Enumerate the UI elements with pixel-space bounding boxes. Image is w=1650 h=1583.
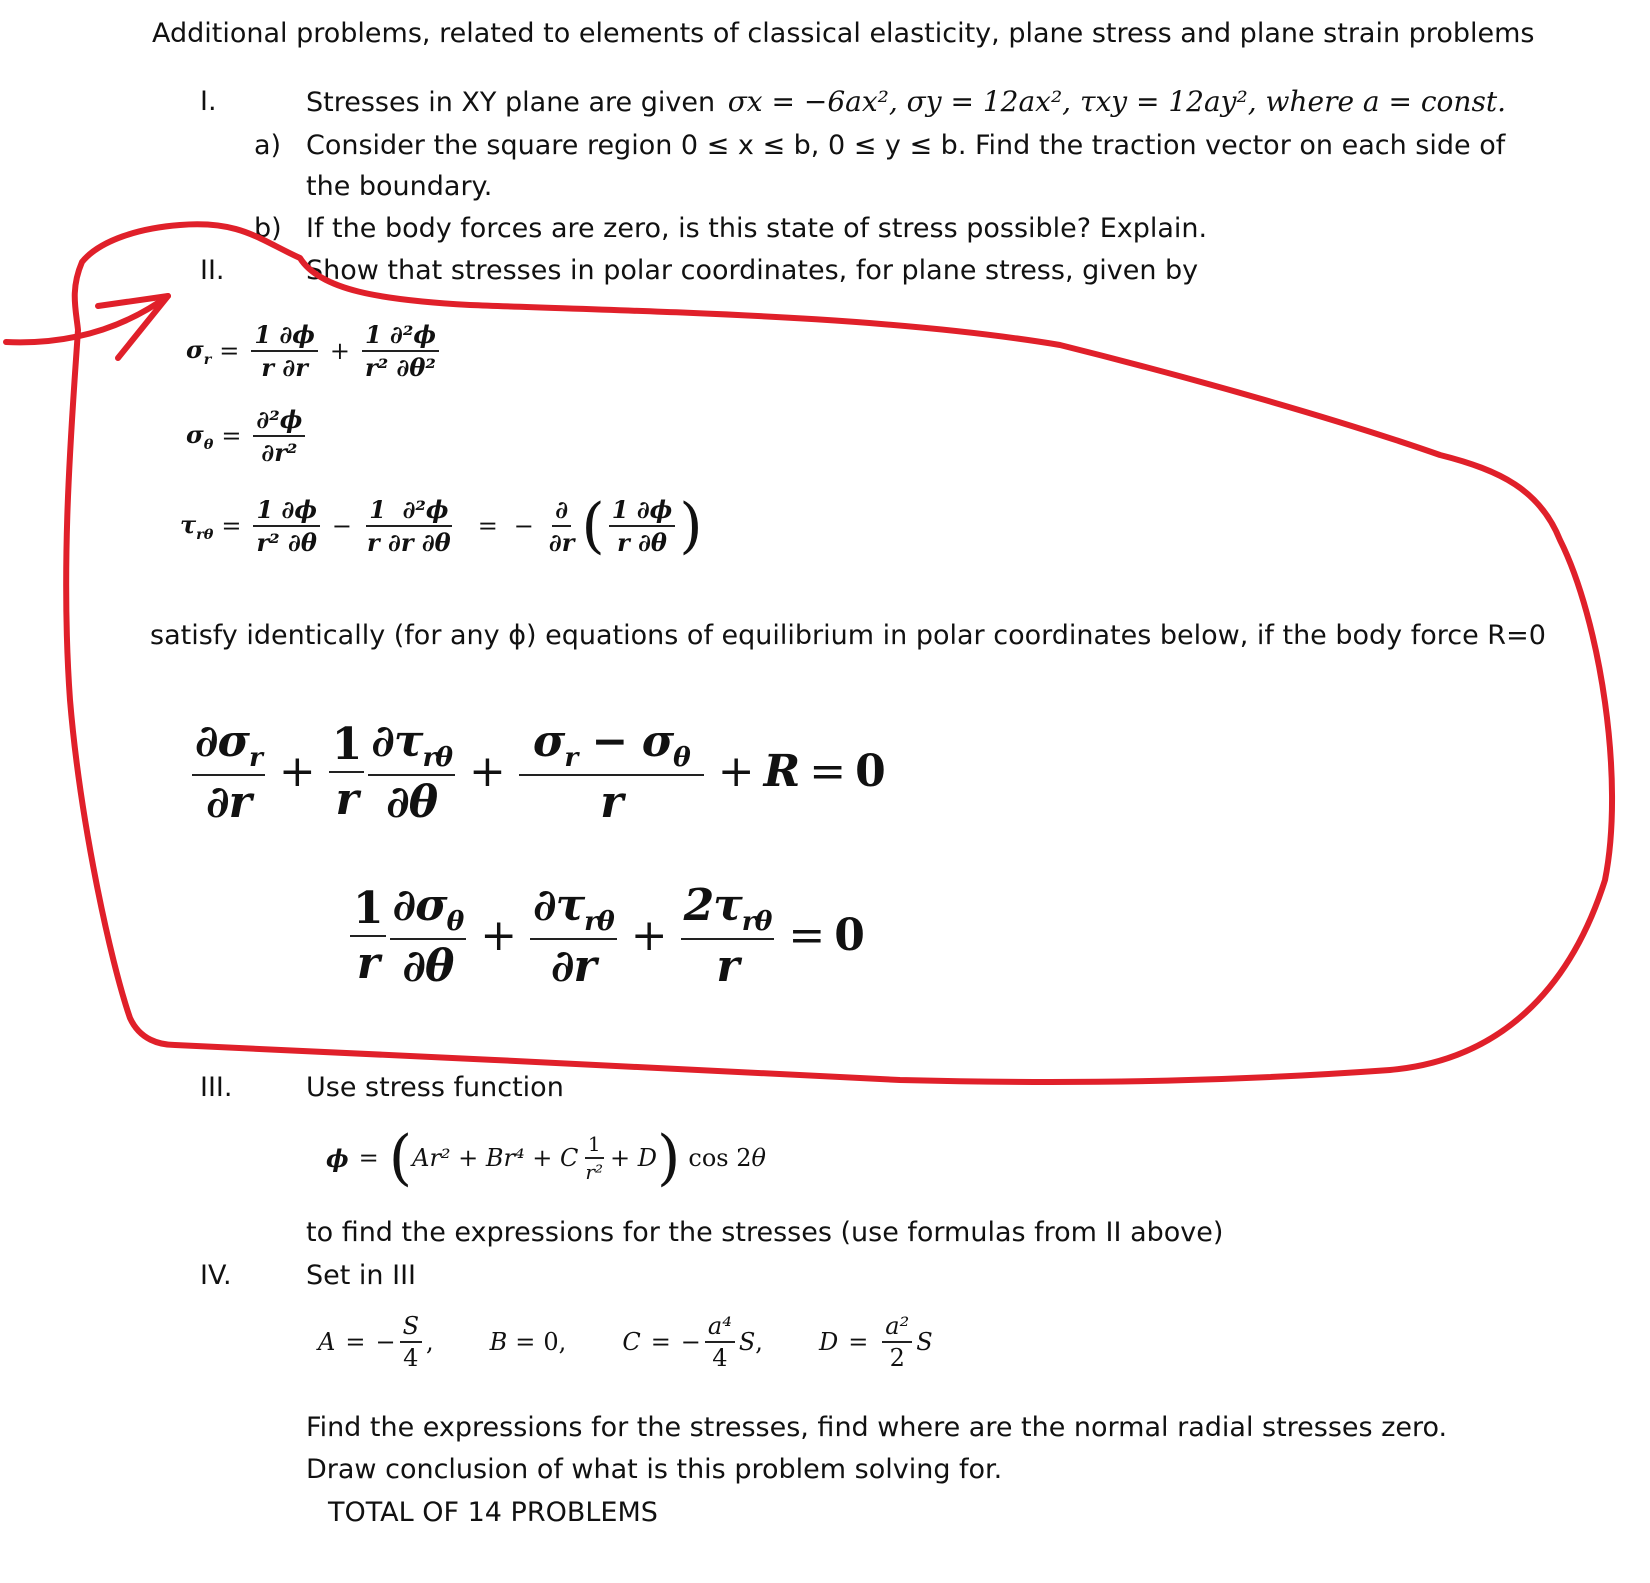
total-problems-text: TOTAL OF 14 PROBLEMS [328, 1497, 658, 1528]
problem-1a-label: a) [254, 130, 282, 161]
equilibrium-equation-tangential: $\frac{1}{r}$ $\frac{\partial\sigma_\theta}{\partial\theta}$ + $\frac{\partial\tau_{r\theta}}{\partial r}$ + $\frac{2\tau_{r\theta}}{r}$ = 0 [346, 880, 864, 992]
sigma-theta-equation: $\sigma_\theta$ = $\frac{\text{∂²ϕ}}{\text{∂r²}}$ [186, 405, 309, 467]
problem-1a-text: Consider the square region 0 ≤ x ≤ b, 0 ≤ y ≤ b. Find the traction vector on each side of [306, 130, 1506, 161]
red-arrow-shaft [6, 296, 168, 342]
sigma-r-equation: $\sigma_r$ = $\frac{1 \partial\phi}{r \partial r}$ + $\frac{\text{1 ∂²ϕ}}{\text{r² ∂θ²}}$ [186, 320, 443, 382]
page-title: Additional problems, related to elements of classical elasticity, plane stress and plane strain problems [152, 18, 1535, 49]
problem-4-text: Set in III [306, 1260, 417, 1291]
problem-1-intro: Stresses in XY plane are given [306, 87, 716, 118]
problem-4-numeral: IV. [200, 1260, 232, 1291]
equilibrium-equation-radial: $\frac{\partial\sigma_r}{\partial r}$ + $\frac{1}{r}$ $\frac{\partial\tau_{r\theta}}{\partial\theta}$ + $\frac{\sigma_r - \sigma_\theta}{r}$ + R = 0 [188, 716, 885, 828]
problem-3-numeral: III. [200, 1072, 233, 1103]
problem-4-draw-text: Draw conclusion of what is this problem solving for. [306, 1454, 1003, 1485]
problem-1-numeral: I. [200, 86, 217, 117]
problem-2-numeral: II. [200, 255, 225, 286]
tau-r-theta-equation: $\tau_{r\theta}$ = $\frac{1 \partial\phi}{\text{r² ∂θ}}$ − $\frac{\text{1 ∂²ϕ}}{r \partial r \partial\theta}$ = − $\frac{\partial}{\partial r}$ ( $\frac{1 \partial\phi}{r \partial\theta}$ ) [180, 491, 703, 561]
problem-2-text: Show that stresses in polar coordinates, for plane stress, given by [306, 255, 1199, 286]
problem-3-after-text: to find the expressions for the stresses (use formulas from II above) [306, 1217, 1224, 1248]
problem-1b-label: b) [254, 213, 282, 244]
problem-1a-text-cont: the boundary. [306, 171, 493, 202]
problem-1-formula: σx = −6ax², σy = 12ax², τxy = 12ay², where a = const. [727, 85, 1506, 118]
problem-2-satisfy-text: satisfy identically (for any ϕ) equations of equilibrium in polar coordinates below, if the body force R=0 [150, 620, 1546, 651]
problem-3-text: Use stress function [306, 1072, 564, 1103]
problem-1b-text: If the body forces are zero, is this state of stress possible? Explain. [306, 213, 1208, 244]
constants-equations: A = − $\frac{S}{4}$ , B = 0, C = − $\frac{\text{a⁴}}{4}$ S , D = $\frac{\text{a²}}{2}$ S [318, 1312, 933, 1372]
stress-function-equation: ϕ = ( Ar² + Br⁴ + C $\frac{1}{\text{r²}}$ + D ) cos 2θ [326, 1123, 766, 1193]
red-circle-annotation [66, 224, 1612, 1082]
problem-4-find-text: Find the expressions for the stresses, find where are the normal radial stresses zero. [306, 1412, 1448, 1443]
